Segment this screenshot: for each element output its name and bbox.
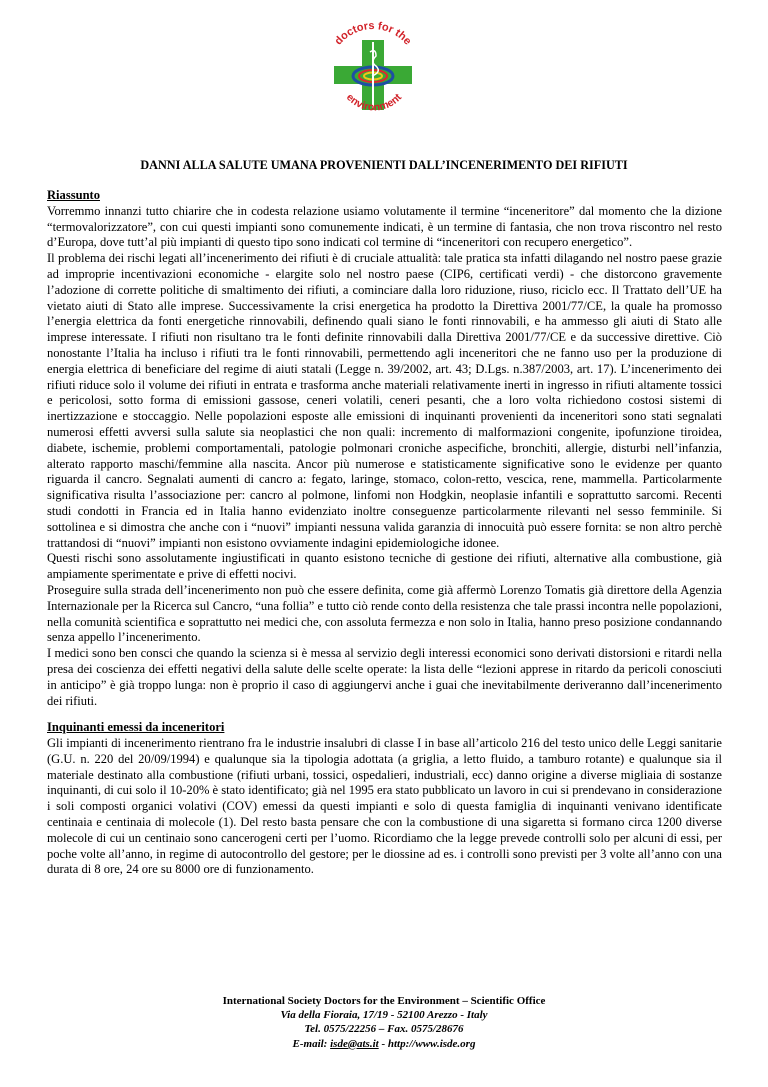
footer <box>48 994 720 1051</box>
footer-org: International Society Doctors for the Environment – Scientific Office <box>222 995 546 1007</box>
logo-text-top: doctors for the <box>332 19 414 48</box>
footer-contacts <box>48 1037 720 1051</box>
section-heading-inquinanti: Inquinanti emessi da inceneritori <box>47 720 225 735</box>
page-title: DANNI ALLA SALUTE UMANA PROVENIENTI DALL’INCENERIMENTO DEI RIFIUTI <box>140 158 628 172</box>
logo-text-bottom: environment <box>343 91 405 114</box>
paragraph: Vorremmo innanzi tutto chiarire che in codesta relazione usiamo volutamente il termine “inceneritore” dal momento che la dizione “termovalorizzatore”, con cui questi impianti sono comunemente indicati, è un termine di fantasia, che non trova riscontro nel resto d’Europa, dove tutt’al più impianti di questo tipo sono indicati col termine di “inceneritori con recupero energetico”. <box>47 203 722 250</box>
doctors-for-the-environment-logo <box>318 16 428 126</box>
document-body <box>47 188 722 878</box>
footer-phone: Tel. 0575/22256 – Fax. 0575/28676 <box>304 1023 464 1036</box>
footer-email-link[interactable]: isde@ats.it <box>330 1037 379 1050</box>
paragraph: Gli impianti di incenerimento rientrano fra le industrie insalubri di classe I in base all’articolo 216 del testo unico delle Leggi sanitarie (G.U. n. 220 del 20/09/1994) e qualunque sia la tipologia adottata (a griglia, a letto fluido, a tamburo rotante) e qualunque sia il materiale destinato alla combustione (rifiuti urbani, tossici, ospedalieri, industriali, ecc) danno origine a diverse migliaia di sostanze inquinanti, di cui solo il 10-20% è stato identificato; già nel 1995 era stato pubblicato un lavoro in cui si prendevano in considerazione i soli composti organici volativi (COV) emessi da questi impianti e solo di questa famiglia di inquinanti venivano identificate centinaia e centinaia di molecole (1). Del resto basta pensare che con la combustione di una sigaretta si formano circa 1200 diverse molecole di cui un centinaio sono cancerogeni certi per l’uomo. Ricordiamo che la legge prevede controlli solo per alcuni di essi, per poche volte all’anno, in regime di autocontrollo del gestore; per le diossine ad es. i controlli sono previsti per 3 volte all’anno con una durata di 8 ore, 24 ore su 8000 ore di funzionamento. <box>47 736 722 877</box>
paragraph: Proseguire sulla strada dell’incenerimento non può che essere definita, come già affermò Lorenzo Tomatis già direttore della Agenzia Internazionale per la Ricerca sul Cancro, “una follia” e tutto ciò rende conto della resistenza che tale prassi incontra nelle popolazioni, nella comunità scientifica e soprattutto nei medici che, con assoluta fermezza e non solo in Italia, hanno preso posizione condannando senza appello l’incenerimento. <box>47 582 722 645</box>
footer-email-label: E-mail: <box>292 1037 331 1050</box>
footer-web-link[interactable]: - http://www.isde.org <box>378 1037 476 1050</box>
paragraph: Questi rischi sono assolutamente ingiustificati in quanto esistono tecniche di gestione dei rifiuti, alternative alla combustione, già ampiamente sperimentate e prive di effetti nocivi. <box>47 551 722 582</box>
footer-address: Via della Fioraia, 17/19 - 52100 Arezzo - Italy <box>280 1009 488 1022</box>
section-heading-riassunto: Riassunto <box>47 188 100 202</box>
paragraph: Il problema dei rischi legati all’incenerimento dei rifiuti è di cruciale attualità: tale pratica sta infatti dilagando nel nostro paese grazie ad improprie incentivazioni economiche - elargite solo nel nostro paese (CIP6, certificati verdi) - che distorcono gravemente l’adozione di corrette politiche di smaltimento dei rifiuti, a cominciare dalla loro riduzione, riuso, riciclo ecc. Il Trattato dell’UE ha vietato aiuti di Stato alle imprese. Successivamente la crisi energetica ha prodotto la Direttiva 2001/77/CE, la quale ha promosso l’energia elettrica da fonti energetiche rinnovabili, definendo quali siano le fonti rinnovabili, e ha ammesso gli aiuti di Stato alle imprese interessate. I rifiuti non risultano tra le fonti definite rinnovabili dalla Direttiva 2001/77/CE e da successive direttive. Ciò nonostante l’Italia ha incluso i rifiuti tra le fonti rinnovabili, permettendo agli inceneritori che ne fanno uso per la produzione di energia elettrica di beneficiare del regime di aiuti statali (Legge n. 39/2002, art. 43; D.Lgs. n.387/2003, art. 17). L’incenerimento dei rifiuti riduce solo il volume dei rifiuti in entrata e trasforma anche materiali relativamente inerti in ingresso in rifiuti altamente tossici e pericolosi, sotto forma di emissioni gassose, ceneri volatili, ceneri pesanti, che a loro volta richiedono costosi sistemi di inertizzazione e stoccaggio. Nelle popolazioni esposte alle emissioni di inquinanti provenienti da inceneritori sono stati segnalati numerosi effetti avversi sulla salute sia neoplastici che non quali: incremento di malformazioni congenite, ipofunzione tiroidea, diabete, ischemie, problemi comportamentali, patologie polmonari croniche aspecifiche, bronchiti, allergie, disturbi nell’infanzia, alterato rapporto maschi/femmine alla nascita. Ancor più numerose e statisticamente significative sono le evidenze per quanto riguarda il cancro. Segnalati aumenti di cancro a: fegato, laringe, stomaco, colon-retto, vescica, rene, mammella. Particolarmente significativa risulta l’associazione per: cancro al polmone, linfomi non Hodgkin, neoplasie infantili e soprattutto sarcomi. Recenti studi condotti in Francia ed in Italia hanno evidenziato inoltre conseguenze particolarmente rilevanti nel sesso femminile. Si sottolinea e si dimostra che anche con i “nuovi” impianti nessuna valida garanzia di innocuità può essere fornita: se non altro perchè trattandosi di “nuovi” impianti non esistono ovviamente indagini epidemiologiche idonee. <box>47 251 722 550</box>
paragraph: I medici sono ben consci che quando la scienza si è messa al servizio degli interessi economici sono derivati distorsioni e ritardi nella presa dei coscienza dei effetti negativi della salute delle scelte operate: la lista delle “lezioni apprese in ritardo da pericoli conosciuti in anticipo” è già troppo lunga: non è proprio il caso di aggiungervi anche i guai che inevitabilmente deriveranno dall’incenerimento dei rifiuti. <box>47 646 722 708</box>
